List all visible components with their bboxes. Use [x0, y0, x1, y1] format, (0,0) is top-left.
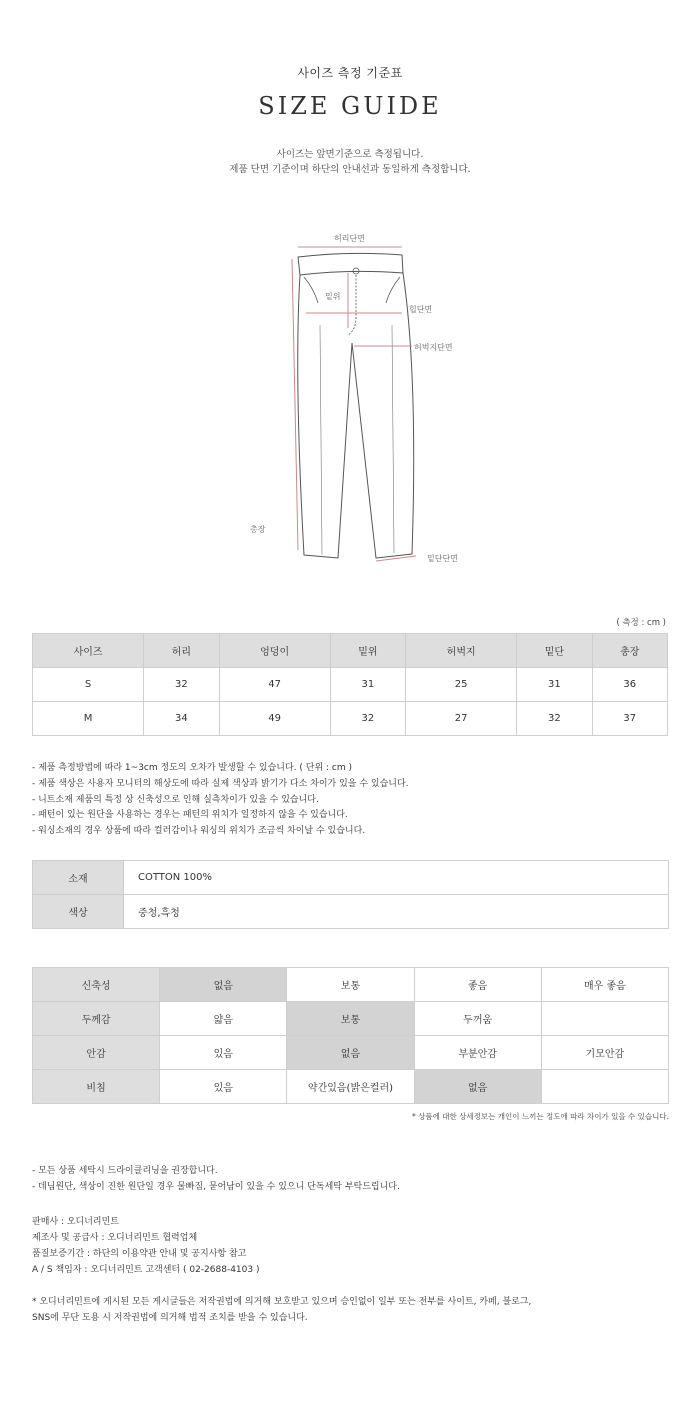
hem-measure-line	[376, 556, 416, 561]
header-hip: 엉덩이	[219, 634, 330, 668]
hip-label: 힙단면	[409, 305, 433, 314]
cell: 보통	[287, 968, 414, 1002]
cell-selected: 없음	[414, 1070, 541, 1104]
header-rise: 밑위	[330, 634, 405, 668]
header-hem: 밑단	[517, 634, 592, 668]
seller-line: 판매사 : 오디너리민트	[32, 1217, 120, 1227]
pants-outline	[298, 273, 414, 558]
table-row	[33, 861, 669, 895]
length-measure-line	[292, 259, 298, 550]
size-guide-korean-title: 사이즈 측정 기준표	[297, 66, 403, 80]
cell: 좋음	[414, 968, 541, 1002]
seller-line: 품질보증기간 : 하단의 이용약관 안내 및 공지사항 참고	[32, 1249, 247, 1259]
cell: 32	[144, 668, 219, 702]
table-row	[33, 1036, 669, 1070]
table-row	[33, 668, 668, 702]
measure-description-2: 제품 단면 기준이며 하단의 안내선과 동일하게 측정합니다.	[229, 164, 471, 175]
thickness-label: 두께감	[33, 1002, 160, 1036]
table-row	[33, 702, 668, 736]
pants-illustration	[240, 225, 480, 575]
measurement-notes	[32, 761, 409, 840]
seller-line: 제조사 및 공급사 : 오디너리민트 협력업체	[32, 1233, 198, 1243]
cell: 얇음	[160, 1002, 287, 1036]
cell: 약간있음(밝은컬러)	[287, 1070, 414, 1104]
hem-label: 밑단단면	[427, 554, 458, 563]
cell: 37	[592, 702, 667, 736]
table-row	[33, 1070, 669, 1104]
copyright-line: SNS에 무단 도용 시 저작권법에 의거해 법적 조치를 받을 수 있습니다.	[32, 1313, 308, 1323]
pants-measurement-diagram	[240, 225, 480, 575]
copyright-notice	[32, 1294, 531, 1326]
cell: 매우 좋음	[541, 968, 668, 1002]
rise-label: 밑위	[325, 292, 341, 301]
lining-label: 안감	[33, 1036, 160, 1070]
table-row	[33, 968, 669, 1002]
unit-note: ( 측정 : cm )	[616, 618, 666, 628]
table-row	[33, 895, 669, 929]
header-waist: 허리	[144, 634, 219, 668]
header-thigh: 허벅지	[406, 634, 517, 668]
cell-selected: 없음	[160, 968, 287, 1002]
material-label: 소재	[33, 861, 124, 895]
waist-label: 허리단면	[334, 234, 365, 243]
seller-info	[32, 1214, 259, 1278]
cell: S	[33, 668, 144, 702]
cell: 기모안감	[541, 1036, 668, 1070]
care-item: - 모든 상품 세탁시 드라이클리닝을 권장합니다.	[32, 1166, 218, 1176]
seller-line: A / S 책임자 : 오디너리민트 고객센터 ( 02-2688-4103 )	[32, 1265, 260, 1275]
cell: 25	[406, 668, 517, 702]
cell: 32	[517, 702, 592, 736]
size-guide-title: SIZE GUIDE	[258, 92, 442, 120]
cell: 32	[330, 702, 405, 736]
measure-description-1: 사이즈는 앞면기준으로 측정됩니다.	[276, 149, 424, 160]
cell: 있음	[160, 1036, 287, 1070]
care-instructions	[32, 1163, 400, 1195]
cell: 두꺼움	[414, 1002, 541, 1036]
note-item: - 니트소재 제품의 특정 상 신축성으로 인해 실측차이가 있을 수 있습니다.	[32, 794, 319, 805]
cell: 47	[219, 668, 330, 702]
color-value: 중청,흑청	[124, 895, 669, 929]
care-item: - 데님원단, 색상이 진한 원단일 경우 물빠짐, 묻어남이 있을 수 있으니 단독세탁 부탁드립니다.	[32, 1182, 400, 1192]
material-value: COTTON 100%	[124, 861, 669, 895]
sheerness-label: 비침	[33, 1070, 160, 1104]
cell: 49	[219, 702, 330, 736]
thigh-label: 허벅지단면	[414, 343, 453, 352]
fabric-feel-table	[32, 967, 669, 1104]
cell: 31	[330, 668, 405, 702]
cell: 부분안감	[414, 1036, 541, 1070]
note-item: - 제품 색상은 사용자 모니터의 해상도에 따라 실제 색상과 밝기가 다소 차이가 있을 수 있습니다.	[32, 778, 409, 789]
cell-selected: 없음	[287, 1036, 414, 1070]
cell: 34	[144, 702, 219, 736]
cell: 27	[406, 702, 517, 736]
table-row	[33, 1002, 669, 1036]
size-table-header-row	[33, 634, 668, 668]
header-size: 사이즈	[33, 634, 144, 668]
note-item: - 제품 측정방법에 따라 1~3cm 정도의 오차가 발생할 수 있습니다. ( 단위 : cm )	[32, 763, 352, 773]
note-item: - 패턴이 있는 원단을 사용하는 경우는 패턴의 위치가 일정하지 않을 수 있습니다.	[32, 810, 348, 821]
cell: 있음	[160, 1070, 287, 1104]
header-length: 총장	[592, 634, 667, 668]
size-table	[32, 633, 668, 736]
copyright-line: * 오디너리민트에 게시된 모든 게시글들은 저작권법에 의거해 보호받고 있으며 승인없이 일부 또는 전부를 사이트, 카페, 블로그,	[32, 1297, 532, 1307]
fabric-feel-note: * 상품에 대한 상세정보는 개인이 느끼는 정도에 따라 차이가 있을 수 있습니다.	[412, 1112, 669, 1121]
note-item: - 워싱소재의 경우 상품에 따라 컬러감이나 워싱의 위치가 조금씩 차이날 수 있습니다.	[32, 826, 366, 837]
length-label: 총장	[250, 525, 266, 534]
waistband-outline	[298, 253, 403, 275]
cell: 36	[592, 668, 667, 702]
cell	[541, 1070, 668, 1104]
cell: 31	[517, 668, 592, 702]
color-label: 색상	[33, 895, 124, 929]
cell	[541, 1002, 668, 1036]
stretch-label: 신축성	[33, 968, 160, 1002]
cell: M	[33, 702, 144, 736]
material-table	[32, 860, 669, 929]
cell-selected: 보통	[287, 1002, 414, 1036]
